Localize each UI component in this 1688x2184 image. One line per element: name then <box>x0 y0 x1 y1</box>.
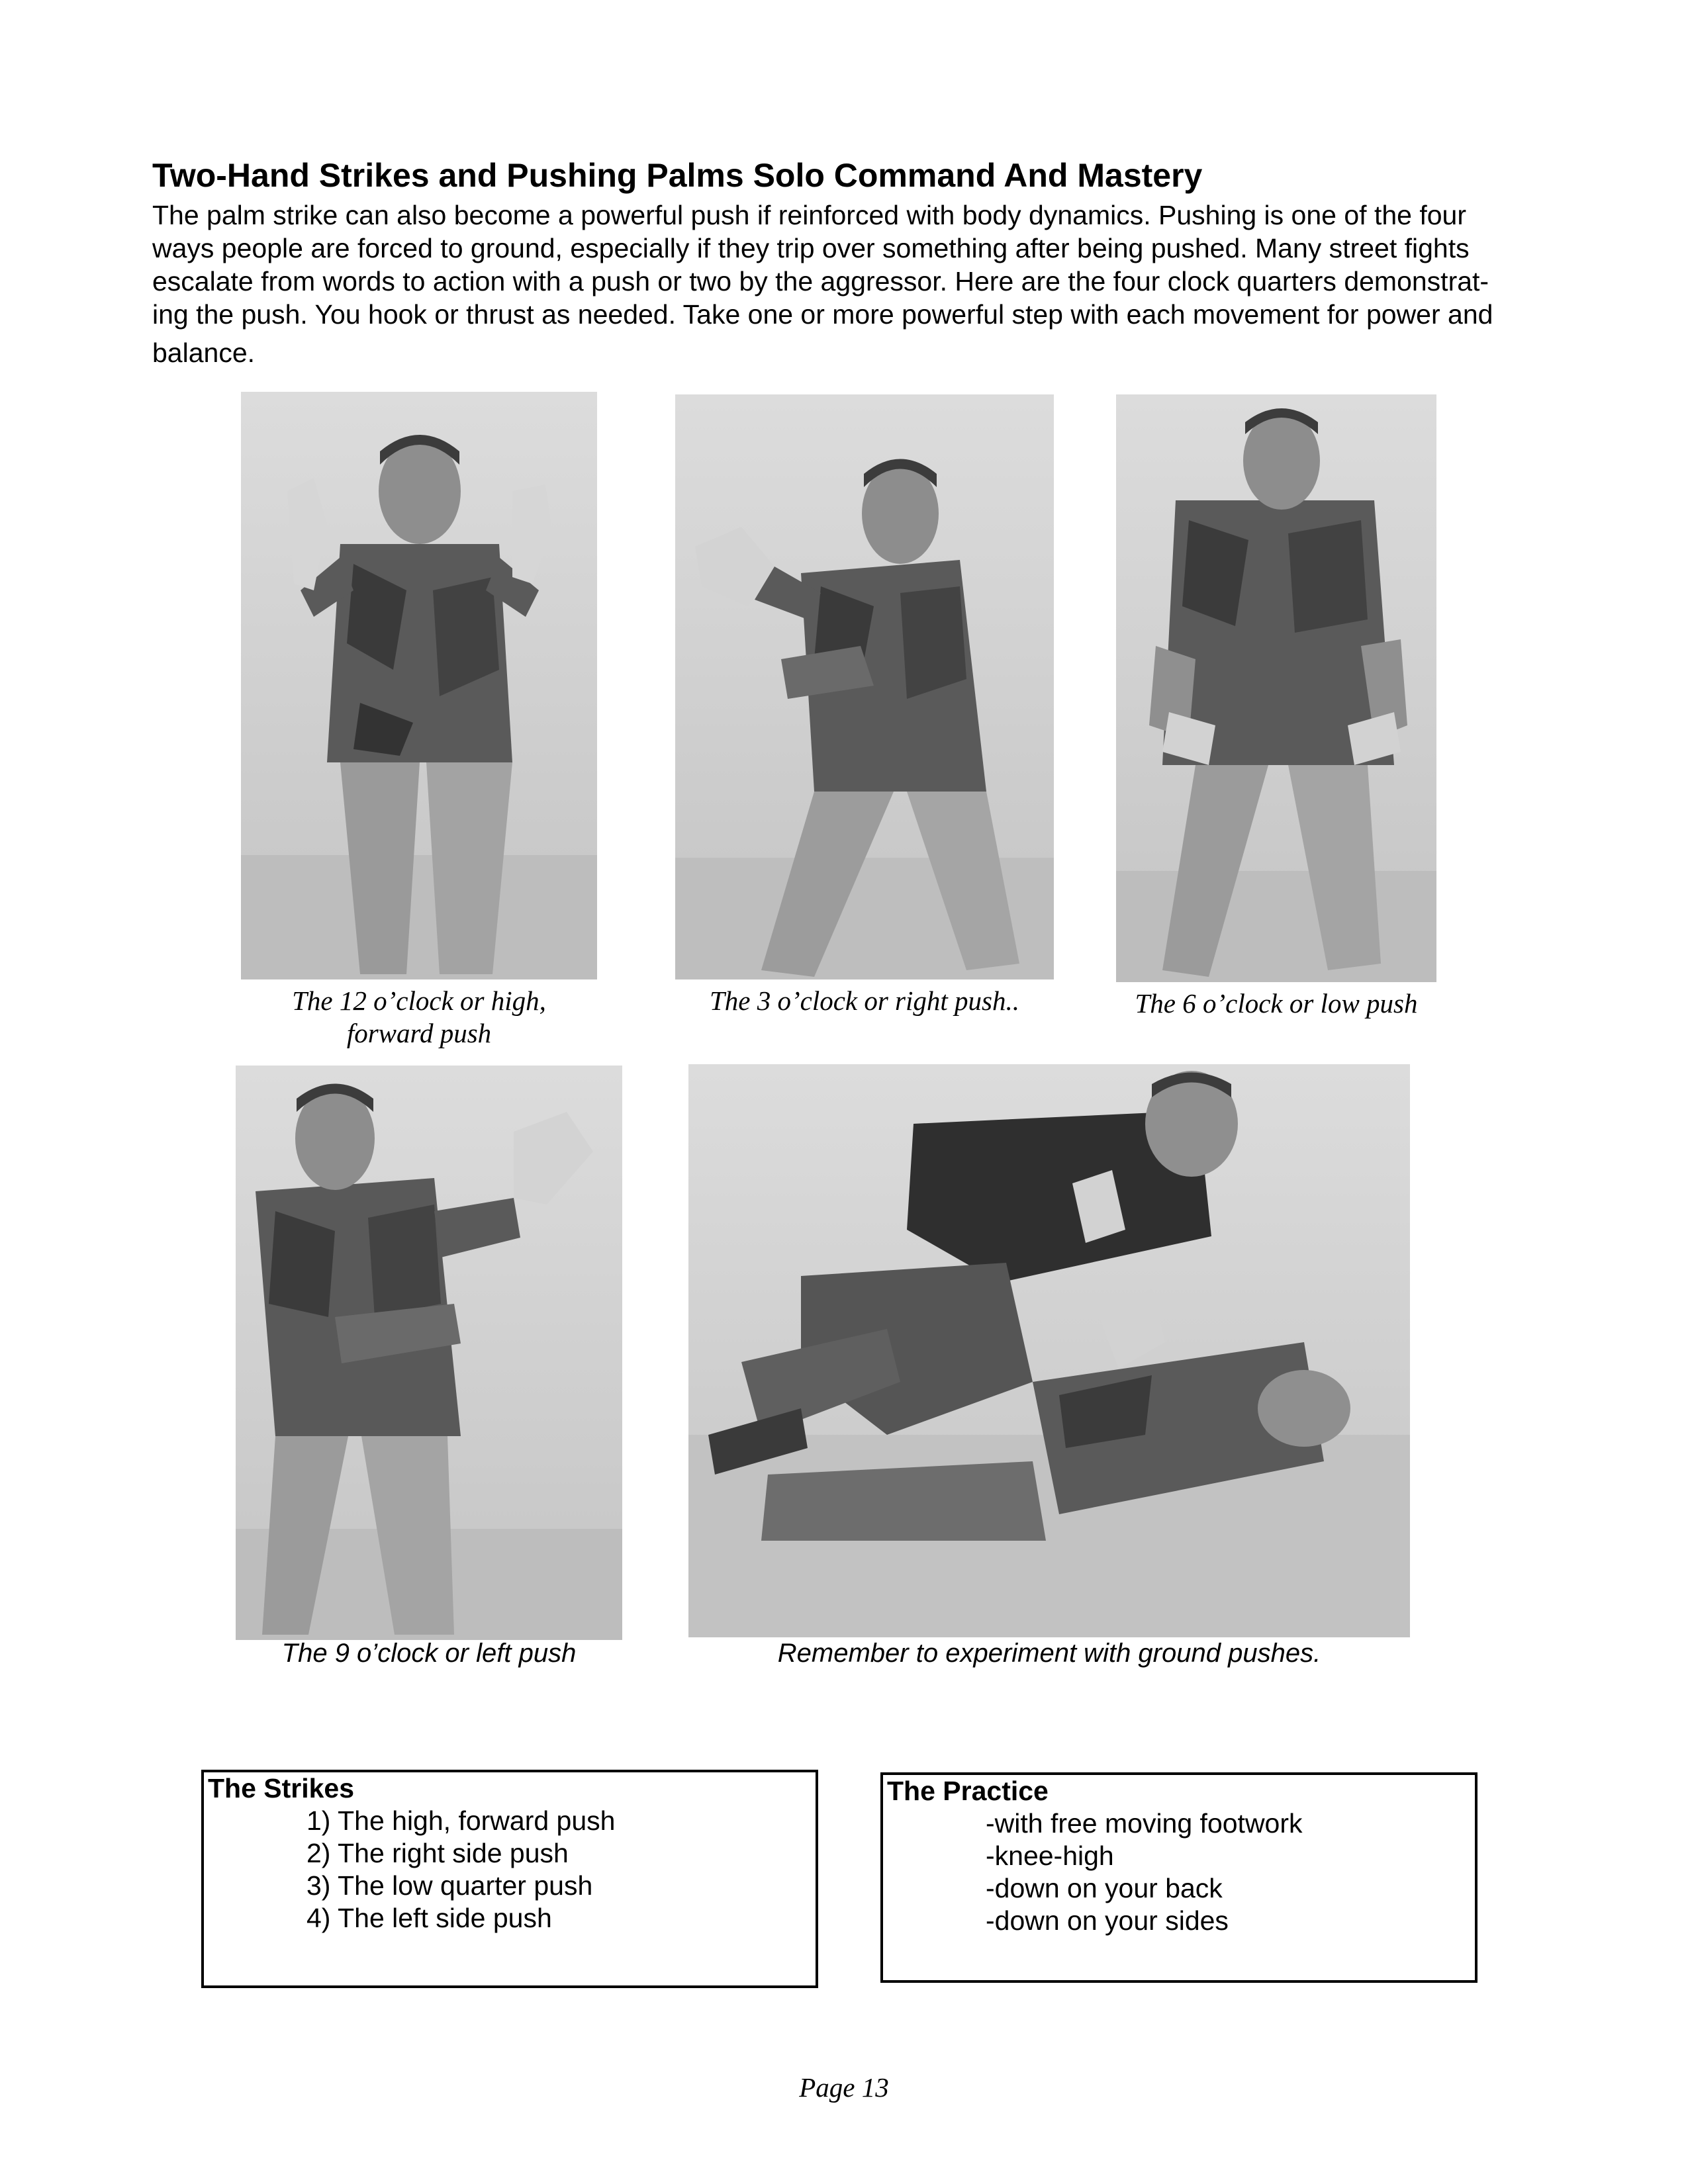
list-item: 2) The right side push <box>306 1838 569 1868</box>
strikes-list <box>204 1805 816 1934</box>
photo-high-forward-push <box>241 392 597 979</box>
photo-caption: Remember to experiment with ground pushes. <box>777 1639 1321 1668</box>
intro-line: escalate from words to action with a push or two by the aggressor. Here are the four clock quarters demonstrat- <box>152 266 1489 296</box>
practice-list <box>883 1807 1475 1937</box>
page-number: Page 13 <box>799 2072 889 2103</box>
list-item: 1) The high, forward push <box>306 1805 616 1836</box>
photo-low-push <box>1116 394 1436 982</box>
photo-caption: The 12 o’clock or high, forward push <box>292 985 546 1048</box>
intro-paragraph <box>152 199 1536 369</box>
list-item: -with free moving footwork <box>986 1808 1303 1839</box>
photo-left-push <box>236 1066 622 1640</box>
intro-line: balance. <box>152 338 256 368</box>
photo-ground-push <box>688 1064 1410 1637</box>
photo-caption: The 6 o’clock or low push <box>1135 988 1418 1019</box>
photo-right-push <box>675 394 1054 979</box>
page-title: Two-Hand Strikes and Pushing Palms Solo Command And Mastery <box>152 157 1203 194</box>
list-item: -down on your sides <box>986 1905 1229 1936</box>
photo-caption: The 3 o’clock or right push.. <box>709 985 1020 1016</box>
list-item: 3) The low quarter push <box>306 1870 593 1901</box>
strikes-box <box>201 1770 818 1988</box>
practice-box <box>880 1772 1477 1983</box>
strikes-title: The Strikes <box>208 1773 355 1803</box>
intro-line: ing the push. You hook or thrust as needed. Take one or more powerful step with each movement for power and <box>152 299 1493 330</box>
intro-line: ways people are forced to ground, especially if they trip over something after being pushed. Many street fights <box>152 233 1470 263</box>
list-item: -knee-high <box>986 1841 1114 1871</box>
list-item: 4) The left side push <box>306 1903 552 1933</box>
practice-title: The Practice <box>887 1776 1049 1806</box>
intro-line: The palm strike can also become a powerful push if reinforced with body dynamics. Pushing is one of the four <box>152 200 1466 230</box>
list-item: -down on your back <box>986 1873 1223 1903</box>
photo-caption: The 9 o’clock or left push <box>281 1639 577 1668</box>
